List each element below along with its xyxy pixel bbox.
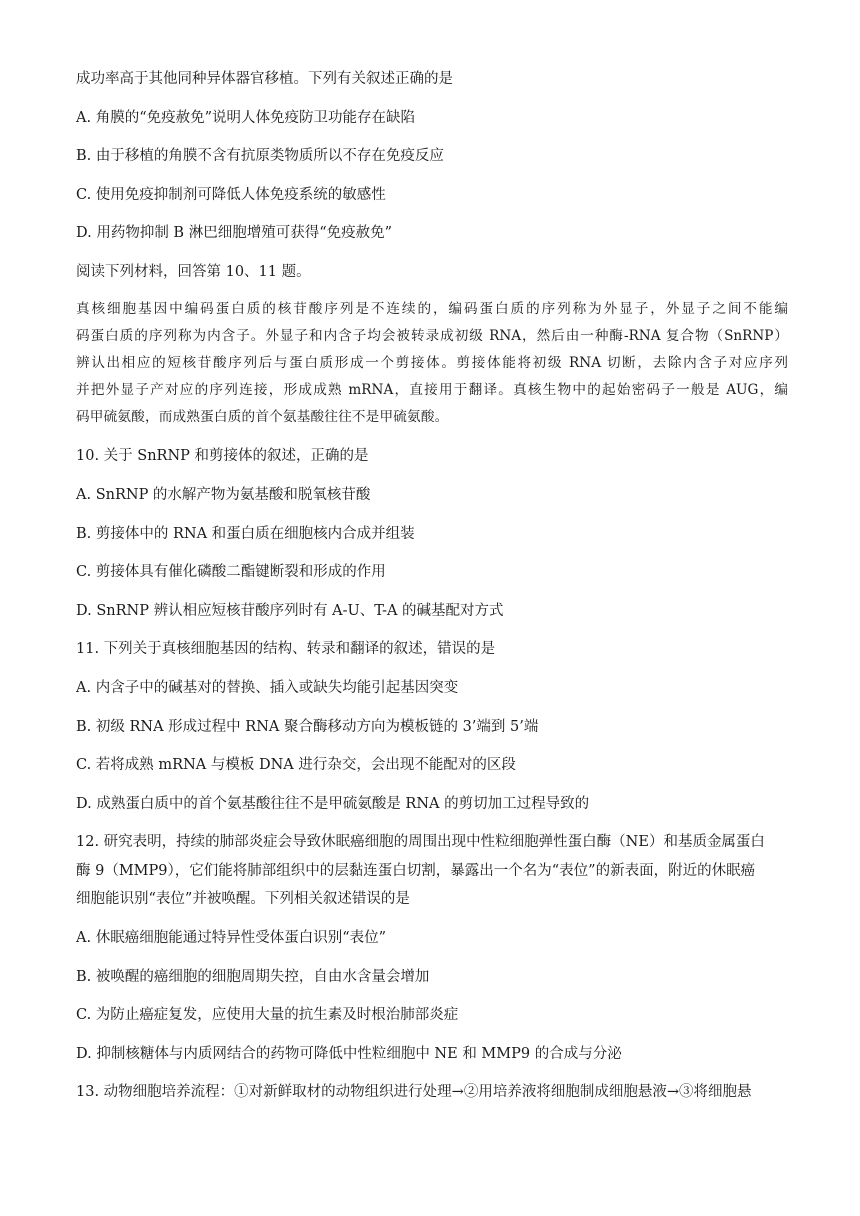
question-11-stem: 11. 下列关于真核细胞基因的结构、转录和翻译的叙述，错误的是 — [76, 641, 496, 657]
question-12-stem-line-3: 细胞能识别“表位”并被唤醒。下列相关叙述错误的是 — [76, 891, 410, 907]
question-9-option-b: B. 由于移植的角膜不含有抗原类物质所以不存在免疫反应 — [76, 148, 444, 164]
question-9-option-a: A. 角膜的“免疫赦免”说明人体免疫防卫功能存在缺陷 — [76, 110, 416, 126]
question-13-stem: 13. 动物细胞培养流程：①对新鲜取材的动物组织进行处理→②用培养液将细胞制成细胞悬液→③将细胞悬 — [76, 1084, 752, 1100]
material-line-1: 真核细胞基因中编码蛋白质的核苷酸序列是不连续的，编码蛋白质的序列称为外显子，外显子之间不能编 — [76, 301, 788, 317]
question-11-option-c: C. 若将成熟 mRNA 与模板 DNA 进行杂交，会出现不能配对的区段 — [76, 757, 516, 773]
question-12-option-a: A. 休眠癌细胞能通过特异性受体蛋白识别“表位” — [76, 930, 387, 946]
question-9-option-c: C. 使用免疫抑制剂可降低人体免疫系统的敏感性 — [76, 187, 386, 203]
question-11-option-b: B. 初级 RNA 形成过程中 RNA 聚合酶移动方向为模板链的 3’端到 5’端 — [76, 719, 539, 735]
question-10-stem: 10. 关于 SnRNP 和剪接体的叙述，正确的是 — [76, 448, 369, 464]
material-line-5: 码甲硫氨酸，而成熟蛋白质的首个氨基酸往往不是甲硫氨酸。 — [76, 409, 449, 425]
question-12-stem-line-2: 酶 9（MMP9），它们能将肺部组织中的层黏连蛋白切割，暴露出一个名为“表位”的新表面，附近的休眠癌 — [76, 863, 756, 879]
material-line-4: 并把外显子产对应的序列连接，形成成熟 mRNA，直接用于翻译。真核生物中的起始密码子一般是 AUG，编 — [76, 382, 788, 398]
reading-instruction: 阅读下列材料，回答第 10、11 题。 — [76, 264, 311, 280]
question-10-option-d: D. SnRNP 辨认相应短核苷酸序列时有 A-U、T-A 的碱基配对方式 — [76, 603, 504, 619]
question-11-option-d: D. 成熟蛋白质中的首个氨基酸往往不是甲硫氨酸是 RNA 的剪切加工过程导致的 — [76, 796, 590, 812]
question-9-option-d: D. 用药物抑制 B 淋巴细胞增殖可获得“免疫赦免” — [76, 225, 393, 241]
question-10-option-b: B. 剪接体中的 RNA 和蛋白质在细胞核内合成并组装 — [76, 526, 415, 542]
question-12-option-b: B. 被唤醒的癌细胞的细胞周期失控，自由水含量会增加 — [76, 969, 430, 985]
question-12-option-c: C. 为防止癌症复发，应使用大量的抗生素及时根治肺部炎症 — [76, 1007, 459, 1023]
question-12-stem-line-1: 12. 研究表明，持续的肺部炎症会导致休眠癌细胞的周围出现中性粒细胞弹性蛋白酶（NE）和基质金属蛋白 — [76, 834, 765, 850]
question-10-option-a: A. SnRNP 的水解产物为氨基酸和脱氧核苷酸 — [76, 487, 371, 503]
material-line-2: 码蛋白质的序列称为内含子。外显子和内含子均会被转录成初级 RNA，然后由一种酶-RNA 复合物（SnRNP） — [76, 328, 788, 344]
question-12-option-d: D. 抑制核糖体与内质网结合的药物可降低中性粒细胞中 NE 和 MMP9 的合成与分泌 — [76, 1046, 622, 1062]
material-line-3: 辨认出相应的短核苷酸序列后与蛋白质形成一个剪接体。剪接体能将初级 RNA 切断，去除内含子对应序列 — [76, 355, 788, 371]
question-10-option-c: C. 剪接体具有催化磷酸二酯键断裂和形成的作用 — [76, 564, 386, 580]
question-11-option-a: A. 内含子中的碱基对的替换、插入或缺失均能引起基因突变 — [76, 680, 459, 696]
question-9-stem-end: 成功率高于其他同种异体器官移植。下列有关叙述正确的是 — [76, 71, 453, 87]
